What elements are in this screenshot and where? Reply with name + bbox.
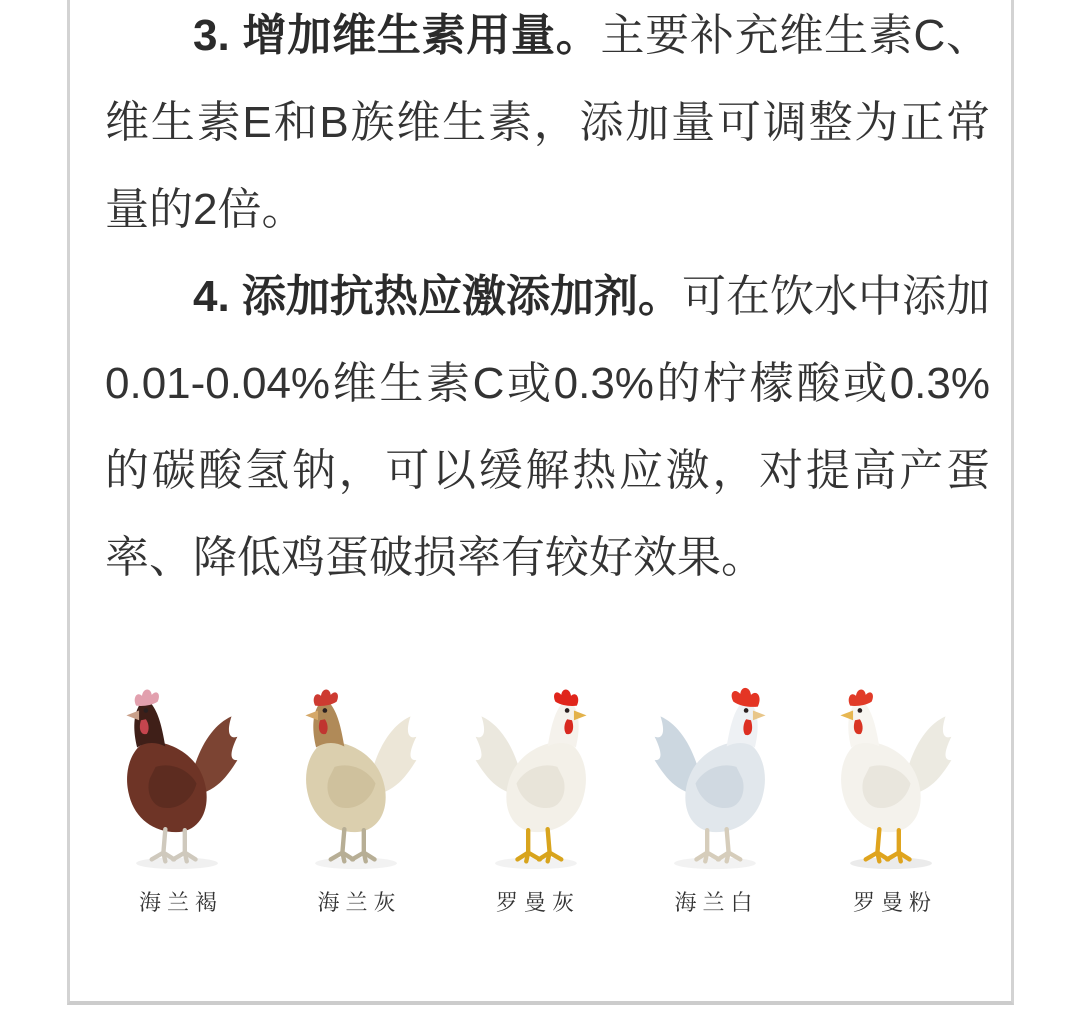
paragraph-additives-lead: 4. 添加抗热应激添加剂。 xyxy=(193,272,682,321)
breed-label: 海兰灰 xyxy=(317,890,402,915)
article-card xyxy=(67,0,1014,1005)
breed-item-lohmann-grey xyxy=(462,685,608,914)
paragraph-vitamins-text: 主要补充维生素C、维生素E和B族维生素，添加量可调整为正常量的2倍。 xyxy=(105,11,990,234)
hen-illustration-hyline-white xyxy=(641,685,787,880)
hen-illustration-hyline-grey xyxy=(284,685,430,880)
hen-breeds-figure xyxy=(105,685,965,914)
breed-label: 罗曼粉 xyxy=(852,890,937,915)
breed-label: 罗曼灰 xyxy=(495,890,580,915)
breed-item-hyline-grey xyxy=(284,685,430,914)
hen-illustration-lohmann-pink xyxy=(819,685,965,880)
paragraph-additives xyxy=(105,253,990,601)
breed-item-hyline-white xyxy=(641,685,787,914)
article-body xyxy=(105,0,990,914)
breed-item-lohmann-pink xyxy=(819,685,965,914)
hen-illustration-lohmann-grey xyxy=(462,685,608,880)
paragraph-additives-text: 可在饮水中添加0.01-0.04%维生素C或0.3%的柠檬酸或0.3%的碳酸氢钠，可以缓解热应激，对提高产蛋率、降低鸡蛋破损率有较好效果。 xyxy=(105,272,991,582)
paragraph-vitamins xyxy=(105,0,990,253)
breed-label: 海兰白 xyxy=(674,890,759,915)
breed-label: 海兰褐 xyxy=(138,890,223,915)
hen-illustration-hyline-brown xyxy=(105,685,251,880)
breed-item-hyline-brown xyxy=(105,685,251,914)
paragraph-vitamins-lead: 3. 增加维生素用量。 xyxy=(193,11,601,60)
